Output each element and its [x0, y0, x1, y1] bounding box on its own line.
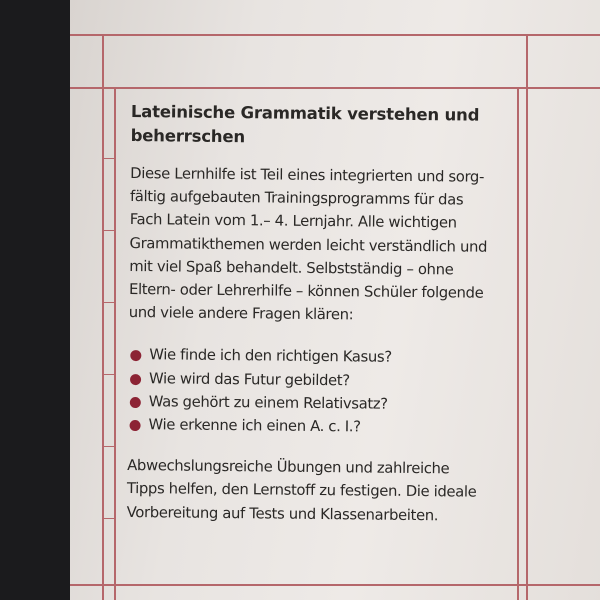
frame-line-left-tick-2 — [102, 230, 114, 231]
closing-line: Tipps helfen, den Lernstoff zu festigen. Die ideale — [126, 480, 477, 502]
frame-line-inner-top — [70, 87, 600, 89]
closing-line: Vorbereitung auf Tests und Klassenarbeiten. — [126, 503, 439, 524]
question-item — [127, 413, 507, 440]
frame-line-left — [102, 34, 104, 600]
intro-paragraph — [129, 162, 511, 328]
frame-line-top — [70, 34, 600, 36]
intro-line: Eltern- oder Lehrerhilfe – können Schüler folgende — [128, 281, 484, 302]
bullet-dot-icon — [130, 420, 141, 431]
question-text: Was gehört zu einem Relativsatz? — [148, 393, 388, 413]
bullet-dot-icon — [130, 397, 141, 408]
intro-line: Diese Lernhilfe ist Teil eines integrierten und sorg- — [130, 164, 485, 186]
frame-line-left-tick-1 — [102, 158, 114, 159]
frame-line-bottom — [70, 584, 600, 586]
question-text: Wie finde ich den richtigen Kasus? — [149, 346, 392, 367]
frame-line-left-tick-4 — [102, 374, 114, 375]
blurb-heading — [130, 100, 510, 152]
frame-line-left-tick-5 — [102, 446, 114, 447]
question-text: Wie erkenne ich einen A. c. I.? — [148, 416, 361, 436]
bullet-dot-icon — [130, 374, 141, 385]
blurb-text-block — [127, 100, 511, 528]
intro-line: Grammatikthemen werden leicht verständlich und — [129, 234, 488, 256]
closing-line: Abwechslungsreiche Übungen und zahlreiche — [127, 457, 450, 478]
frame-line-right — [517, 87, 519, 600]
bullet-dot-icon — [130, 350, 141, 361]
question-list — [127, 343, 508, 440]
closing-paragraph — [127, 454, 508, 528]
frame-line-far-right — [526, 34, 528, 600]
heading-line: beherrschen — [130, 125, 246, 147]
intro-line: und viele andere Fragen klären: — [128, 304, 354, 324]
heading-line: Lateinische Grammatik verstehen und — [130, 101, 480, 125]
frame-line-left-tick-3 — [102, 302, 114, 303]
question-text: Wie wird das Futur gebildet? — [148, 369, 350, 389]
intro-line: mit viel Spaß behandelt. Selbstständig – ohne — [129, 257, 454, 279]
intro-line: Fach Latein vom 1.– 4. Lernjahr. Alle wichtigen — [129, 211, 457, 232]
frame-line-left-tick-6 — [102, 518, 114, 519]
frame-line-inner-left — [114, 87, 116, 600]
intro-line: fältig aufgebauten Trainingsprogramms für das — [129, 188, 464, 209]
